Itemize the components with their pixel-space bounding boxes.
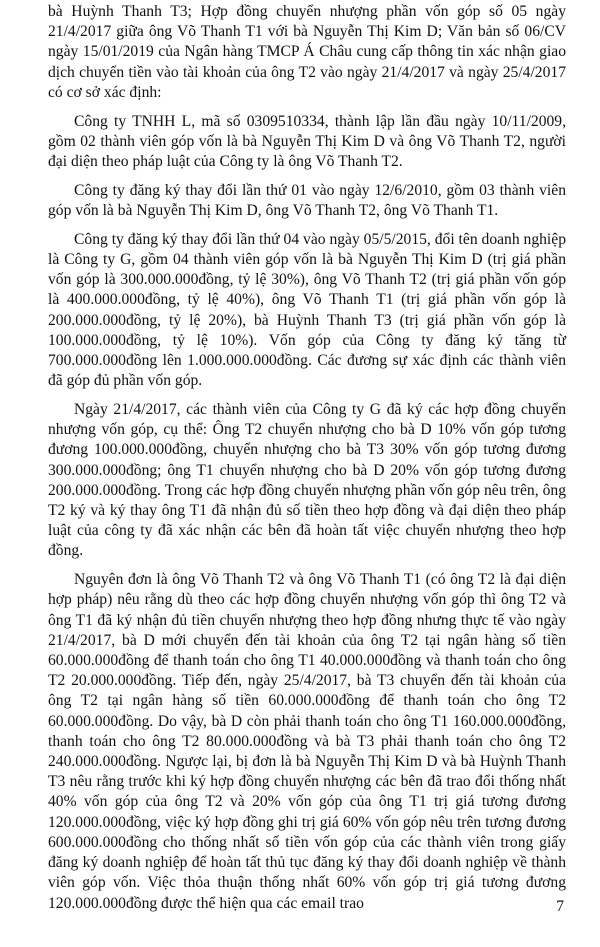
- paragraph-4: Công ty đăng ký thay đổi lần thứ 04 vào ngày 05/5/2015, đổi tên doanh nghiệp là Công ty G, gồm 04 thành viên góp vốn là bà Nguyễn Thị Kim D (trị giá phần vốn góp là 300.000.000đồng, tỷ lệ 30%), ông Võ Thanh T2 (trị giá phần vốn góp là 400.000.000đồng, tỷ lệ 40%), ông Võ Thanh T1 (trị giá phần vốn góp là 200.000.000đồng, tỷ lệ 20%), bà Huỳnh Thanh T3 (trị giá phần vốn góp là 100.000.000đồng, tỷ lệ 10%). Vốn góp của Công ty đăng ký tăng từ 700.000.000đồng lên 1.000.000.000đồng. Các đương sự xác định các thành viên đã góp đủ phần vốn góp.: [48, 230, 566, 390]
- paragraph-6: Nguyên đơn là ông Võ Thanh T2 và ông Võ Thanh T1 (có ông T2 là đại diện hợp pháp) nêu rằng dù theo các hợp đồng chuyển nhượng vốn góp thì ông T2 và ông T1 đã ký nhận đủ tiền chuyển nhượng theo hợp đồng nhưng thực tế vào ngày 21/4/2017, bà D mới chuyển đến tài khoản của ông T2 tại ngân hàng số tiền 60.000.000đồng để thanh toán cho ông T1 40.000.000đồng và thanh toán cho ông T2 20.000.000đồng. Tiếp đến, ngày 25/4/2017, bà T3 chuyển đến tài khoản của ông T2 tại ngân hàng số tiền 60.000.000đồng để thanh toán cho ông T2 60.000.000đồng. Do vậy, bà D còn phải thanh toán cho ông T1 160.000.000đồng, thanh toán cho ông T2 80.000.000đồng và bà T3 phải thanh toán cho ông T2 240.000.000đồng. Ngược lại, bị đơn là bà Nguyễn Thị Kim D và bà Huỳnh Thanh T3 nêu rằng trước khi ký hợp đồng chuyển nhượng các bên đã trao đổi thống nhất 40% vốn góp của ông T2 và 20% vốn góp của ông T1 trị giá tương đương 120.000.000đồng, việc ký hợp đồng ghi trị giá 60% vốn góp nêu trên tương đương 600.000.000đồng cho thống nhất số tiền vốn góp của các thành viên trong giấy đăng ký doanh nghiệp để hoàn tất thủ tục đăng ký thay đổi doanh nghiệp về thành viên góp vốn. Việc thỏa thuận thống nhất 60% vốn góp trị giá tương đương 120.000.000đồng được thể hiện qua các email trao: [48, 571, 566, 912]
- paragraph-1: bà Huỳnh Thanh T3; Hợp đồng chuyển nhượng phần vốn góp số 05 ngày 21/4/2017 giữa ông Võ Thanh T1 với bà Nguyễn Thị Kim D; Văn bản số 06/CV ngày 15/01/2019 của Ngân hàng TMCP Á Châu cung cấp thông tin xác nhận giao dịch chuyển tiền vào tài khoản của ông T2 vào ngày 21/4/2017 và ngày 25/4/2017 có cơ sở xác định:: [48, 3, 566, 101]
- document-page: [48, 2, 566, 922]
- paragraph-2: Công ty TNHH L, mã số 0309510334, thành lập lần đầu ngày 10/11/2009, gồm 02 thành viên góp vốn là bà Nguyễn Thị Kim D và ông Võ Thanh T2, người đại diện theo pháp luật của Công ty là ông Võ Thanh T2.: [48, 112, 566, 171]
- paragraph-3: Công ty đăng ký thay đổi lần thứ 01 vào ngày 12/6/2010, gồm 03 thành viên góp vốn là bà Nguyễn Thị Kim D, ông Võ Thanh T2, ông Võ Thanh T1.: [48, 181, 566, 220]
- page-number: 7: [556, 898, 564, 915]
- paragraph-5: Ngày 21/4/2017, các thành viên của Công ty G đã ký các hợp đồng chuyển nhượng vốn góp, cụ thể: Ông T2 chuyển nhượng cho bà D 10% vốn góp tương đương 100.000.000đồng, chuyển nhượng cho bà T3 30% vốn góp tương đương 300.000.000đồng; ông T1 chuyển nhượng cho bà D 20% vốn góp tương đương 200.000.000đồng. Trong các hợp đồng chuyển nhượng phần vốn góp nêu trên, ông T2 ký và ký thay ông T1 đã nhận đủ số tiền theo hợp đồng và đại diện theo pháp luật của công ty đã xác nhận các bên đã hoàn tất việc chuyển nhượng theo hợp đồng.: [48, 401, 566, 560]
